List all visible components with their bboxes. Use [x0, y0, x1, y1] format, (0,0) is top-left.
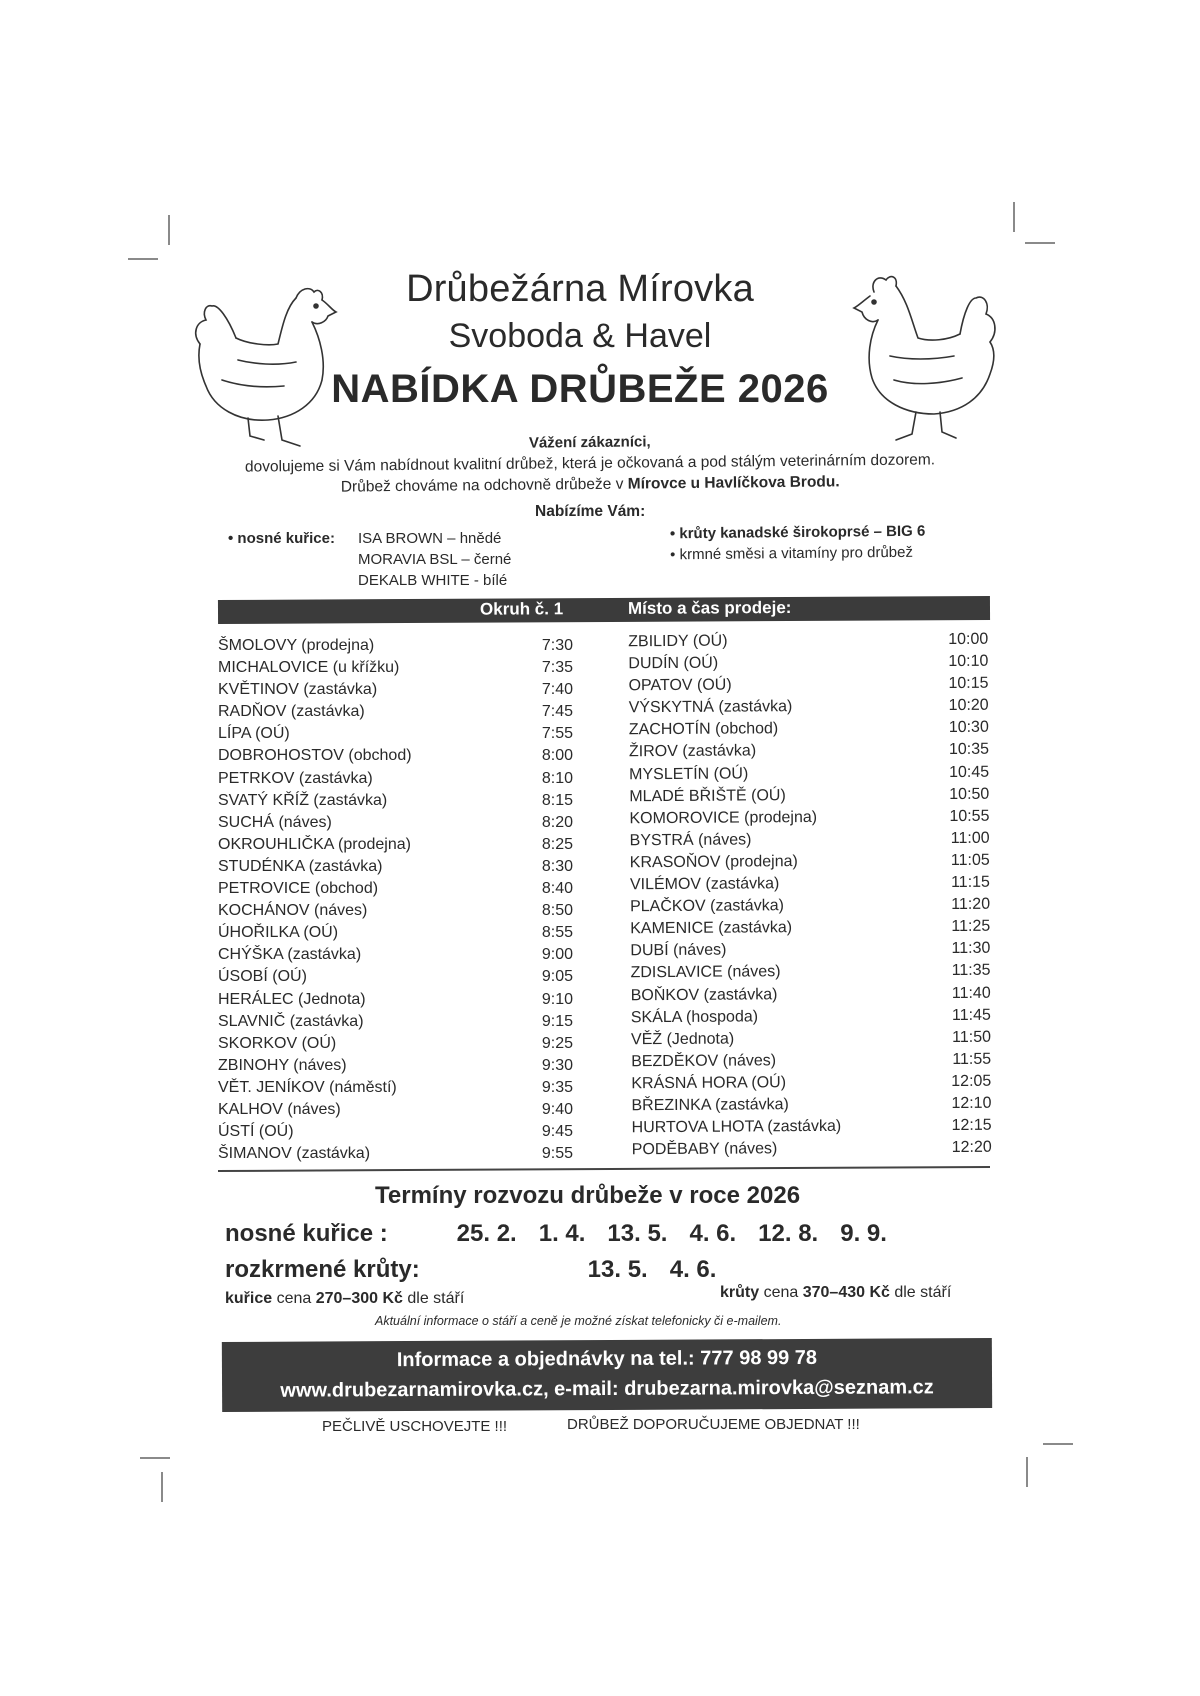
turkeys-delivery-row	[225, 1256, 738, 1284]
stop-time: 10:50	[949, 785, 990, 803]
stop-time: 8:10	[541, 769, 573, 787]
hens-price	[225, 1290, 464, 1308]
stop-time: 10:10	[948, 652, 989, 671]
crop-mark-bottom-right-h	[1043, 1443, 1073, 1445]
schedule-row	[630, 872, 990, 897]
schedule-row	[630, 960, 990, 985]
schedule-row	[218, 1121, 573, 1143]
schedule-row	[218, 834, 573, 856]
stop-place: ZBILIDY (OÚ)	[628, 632, 728, 651]
offer-title: Nabízíme Vám:	[535, 503, 646, 520]
stop-time: 11:40	[951, 984, 991, 1002]
schedule-row	[218, 701, 573, 723]
stop-place: ZACHOTÍN (obchod)	[628, 720, 779, 739]
stop-place: SUCHÁ (náves)	[218, 813, 332, 831]
schedule-row	[218, 1055, 573, 1077]
crop-mark-bottom-right-v	[1026, 1457, 1028, 1487]
stop-place: PLAČKOV (zastávka)	[630, 897, 784, 916]
schedule-row	[631, 1004, 991, 1029]
stop-place: LÍPA (OÚ)	[218, 725, 290, 743]
schedule-row	[632, 1115, 992, 1140]
crop-mark-top-left-h	[128, 258, 158, 260]
turkeys-offer: • krůty kanadské širokoprsé – BIG 6	[669, 522, 926, 543]
stop-time: 10:30	[948, 719, 989, 737]
schedule-row	[218, 1099, 573, 1121]
stop-time: 8:55	[541, 924, 573, 942]
stop-place: VÝSKYTNÁ (zastávka)	[628, 698, 793, 717]
turkeys-price	[720, 1284, 951, 1302]
schedule-row	[629, 739, 989, 764]
hens-delivery-label: nosné kuřice :	[225, 1220, 388, 1247]
schedule-row	[631, 1071, 991, 1096]
stop-time: 11:35	[951, 962, 991, 980]
stop-time: 11:45	[951, 1006, 991, 1024]
schedule-left-column	[218, 635, 573, 1165]
stop-place: STUDÉNKA (zastávka)	[218, 857, 383, 875]
intro-line-2-prefix: Drůbež chováme na odchovně drůbeže v	[340, 475, 628, 496]
price-suffix: dle stáří	[402, 1290, 465, 1307]
stop-place: ZDISLAVICE (náves)	[630, 963, 781, 982]
turkeys-price-label: krůty	[720, 1284, 760, 1301]
schedule-row	[628, 673, 988, 698]
schedule-row	[629, 805, 989, 830]
stop-time: 7:40	[541, 681, 573, 699]
stop-time: 11:05	[950, 851, 990, 869]
keep-notice: PEČLIVĚ USCHOVEJTE !!!	[322, 1418, 508, 1435]
stop-time: 12:10	[951, 1094, 992, 1112]
schedule-row	[218, 1077, 573, 1099]
stop-place: ŠIMANOV (zastávka)	[218, 1145, 371, 1163]
stop-time: 11:00	[950, 829, 990, 847]
hens-label: • nosné kuřice:	[228, 530, 335, 547]
schedule-row	[629, 695, 989, 720]
delivery-date: 4. 6.	[689, 1220, 737, 1247]
stop-place: BOŇKOV (zastávka)	[630, 985, 778, 1004]
schedule-row	[218, 966, 573, 988]
stop-time: 11:25	[951, 917, 991, 936]
company-name: Drůbežárna Mírovka	[406, 268, 754, 310]
delivery-date: 1. 4.	[538, 1220, 586, 1247]
title-block	[300, 265, 860, 415]
stop-place: ÚSOBÍ (OÚ)	[218, 968, 307, 986]
schedule-row	[218, 856, 573, 878]
crop-mark-bottom-left-h	[140, 1457, 170, 1459]
stop-time: 9:30	[541, 1056, 573, 1074]
intro-text	[190, 428, 991, 499]
stop-time: 11:50	[952, 1028, 992, 1046]
stop-time: 11:15	[950, 873, 990, 892]
stop-time: 9:45	[541, 1123, 573, 1141]
stop-time: 8:30	[541, 857, 573, 875]
crop-mark-bottom-left-v	[161, 1472, 163, 1502]
owners-name: Svoboda & Havel	[448, 317, 712, 355]
schedule-row	[629, 783, 989, 808]
stop-time: 7:30	[541, 637, 573, 654]
stop-time: 8:25	[541, 835, 573, 853]
stop-time: 10:45	[949, 763, 990, 781]
route-label: Okruh č. 1	[479, 599, 564, 619]
stop-place: CHÝŠKA (zastávka)	[218, 946, 362, 964]
crop-mark-top-right-v	[1013, 202, 1015, 232]
phone-contact: Informace a objednávky na tel.: 777 98 99 78	[396, 1346, 818, 1372]
delivery-title: Termíny rozvozu drůbeže v roce 2026	[375, 1182, 801, 1209]
order-notice: DRŮBEŽ DOPORUČUJEME OBJEDNAT !!!	[567, 1416, 860, 1433]
stop-place: DUDÍN (OÚ)	[628, 654, 719, 673]
web-email-contact: www.drubezarnamirovka.cz, e-mail: drubezarna.mirovka@seznam.cz	[280, 1376, 934, 1402]
stop-place: PETROVICE (obchod)	[218, 880, 379, 898]
schedule-row	[631, 1049, 991, 1074]
delivery-date: 12. 8.	[758, 1220, 819, 1247]
stop-time: 9:10	[541, 990, 573, 1008]
stop-time: 10:55	[949, 807, 990, 825]
stop-place: MYSLETÍN (OÚ)	[629, 764, 749, 783]
schedule-row	[218, 878, 573, 900]
schedule-row	[218, 790, 573, 812]
stop-place: VILÉMOV (zastávka)	[629, 875, 780, 894]
breed-item: ISA BROWN – hnědé	[358, 530, 502, 547]
place-time-label: Místo a čas prodeje:	[627, 598, 792, 618]
turkeys-delivery-dates	[588, 1256, 739, 1283]
stop-place: KVĚTINOV (zastávka)	[218, 681, 378, 699]
stop-time: 8:00	[541, 747, 573, 765]
stop-time: 8:15	[541, 791, 573, 809]
schedule-row	[218, 679, 573, 701]
schedule-row	[218, 745, 573, 767]
schedule-row	[631, 982, 991, 1007]
schedule-row	[218, 1011, 573, 1033]
hens-delivery-row	[225, 1220, 909, 1248]
stop-time: 12:15	[951, 1116, 992, 1135]
stop-time: 8:20	[541, 813, 573, 831]
feed-offer: • krmné směsi a vitamíny pro drůbež	[670, 543, 914, 564]
schedule-row	[218, 657, 573, 679]
schedule-row	[628, 629, 988, 654]
stop-place: ÚHOŘILKA (OÚ)	[218, 924, 339, 942]
intro-line-1: dovolujeme si Vám nabídnout kvalitní drůbež, která je očkovaná a pod stálým veterinárním dozorem.	[244, 451, 936, 476]
turkeys-delivery-label: rozkrmené krůty:	[225, 1256, 420, 1283]
stop-time: 8:50	[541, 902, 573, 920]
stop-time: 9:25	[541, 1034, 573, 1052]
stop-time: 9:00	[541, 946, 573, 964]
divider-line	[218, 1166, 990, 1172]
stop-place: OPATOV (OÚ)	[628, 676, 732, 695]
crop-mark-top-right-h	[1025, 242, 1055, 244]
stop-place: ŽIROV (zastávka)	[628, 742, 757, 761]
stop-time: 7:45	[541, 703, 573, 721]
schedule-row	[631, 1093, 991, 1118]
stop-time: 10:15	[948, 674, 989, 693]
stop-place: BYSTRÁ (náves)	[629, 831, 752, 850]
schedule-row	[218, 1033, 573, 1055]
delivery-date: 13. 5.	[587, 1256, 648, 1283]
stop-time: 8:40	[541, 880, 573, 898]
schedule-row	[218, 768, 573, 790]
hens-breeds	[358, 528, 511, 591]
stop-time: 11:20	[951, 895, 991, 914]
stop-place: KALHOV (náves)	[218, 1100, 341, 1118]
price-suffix: dle stáří	[889, 1284, 952, 1301]
schedule-row	[630, 916, 990, 941]
stop-time: 9:55	[541, 1145, 573, 1163]
stop-time: 9:15	[541, 1012, 573, 1030]
stop-place: ÚSTÍ (OÚ)	[218, 1123, 294, 1141]
greeting: Vážení zákazníci,	[528, 433, 651, 452]
turkeys-price-value: 370–430 Kč	[802, 1284, 890, 1301]
stop-time: 7:55	[541, 725, 573, 743]
farm-location: Mírovce u Havlíčkova Brodu.	[627, 473, 840, 493]
stop-place: MLADÉ BŘIŠTĚ (OÚ)	[629, 786, 786, 805]
schedule-row	[630, 938, 990, 963]
schedule-row	[218, 723, 573, 745]
schedule-row	[218, 900, 573, 922]
stop-place: OKROUHLIČKA (prodejna)	[218, 835, 411, 853]
schedule-row	[630, 850, 990, 875]
hens-price-label: kuřice	[225, 1290, 273, 1307]
stop-place: SKORKOV (OÚ)	[218, 1034, 337, 1052]
stop-time: 9:40	[541, 1100, 573, 1118]
stop-place: SKÁLA (hospoda)	[630, 1007, 759, 1026]
delivery-date: 25. 2.	[456, 1220, 517, 1247]
stop-place: KOMOROVICE (prodejna)	[629, 808, 818, 828]
contact-bar	[222, 1338, 992, 1412]
stop-place: PETRKOV (zastávka)	[218, 769, 373, 787]
price-note: Aktuální informace o stáří a ceně je možné získat telefonicky či e-mailem.	[375, 1314, 782, 1328]
schedule-row	[218, 635, 573, 657]
stop-place: PODĚBABY (náves)	[631, 1140, 778, 1159]
stop-place: BEZDĚKOV (náves)	[631, 1052, 777, 1071]
delivery-date: 9. 9.	[840, 1220, 887, 1247]
schedule-row	[218, 812, 573, 834]
stop-time: 9:35	[541, 1078, 573, 1096]
offer-other	[670, 521, 926, 566]
breed-item: MORAVIA BSL – černé	[358, 551, 512, 568]
price-word: cena	[272, 1290, 316, 1307]
schedule-row	[632, 1137, 992, 1162]
stop-time: 11:30	[951, 940, 991, 958]
stop-place: HURTOVA LHOTA (zastávka)	[631, 1117, 842, 1137]
stop-time: 11:55	[952, 1050, 992, 1068]
schedule-right-column	[628, 629, 992, 1162]
delivery-date: 4. 6.	[669, 1256, 717, 1283]
stop-place: ŠMOLOVY (prodejna)	[218, 637, 375, 654]
schedule-row	[630, 828, 990, 853]
breed-item: DEKALB WHITE - bílé	[358, 572, 508, 589]
stop-time: 10:20	[948, 697, 989, 715]
stop-place: VĚT. JENÍKOV (náměstí)	[218, 1078, 397, 1096]
schedule-row	[218, 944, 573, 966]
stop-time: 9:05	[541, 968, 573, 986]
delivery-date: 13. 5.	[607, 1220, 668, 1247]
stop-place: HERÁLEC (Jednota)	[218, 990, 366, 1008]
crop-mark-top-left-v	[168, 215, 170, 245]
schedule-row	[218, 989, 573, 1011]
schedule-row	[218, 922, 573, 944]
schedule-row	[629, 717, 989, 742]
schedule-row	[629, 761, 989, 786]
stop-time: 10:00	[948, 630, 989, 649]
hens-price-value: 270–300 Kč	[315, 1290, 403, 1307]
stop-time: 10:35	[948, 741, 990, 759]
price-word: cena	[759, 1284, 803, 1301]
schedule-row	[631, 1026, 991, 1051]
stop-place: KRÁSNÁ HORA (OÚ)	[631, 1074, 787, 1093]
stop-place: MICHALOVICE (u křížku)	[218, 659, 400, 677]
stop-time: 12:20	[951, 1138, 992, 1157]
stop-place: VĚŽ (Jednota)	[630, 1030, 735, 1048]
stop-place: BŘEZINKA (zastávka)	[631, 1096, 789, 1115]
stop-place: RADŇOV (zastávka)	[218, 703, 365, 721]
stop-time: 12:05	[951, 1072, 992, 1090]
stop-place: DOBROHOSTOV (obchod)	[218, 747, 412, 765]
stop-place: SVATÝ KŘÍŽ (zastávka)	[218, 791, 388, 809]
chicken-right-illustration	[850, 262, 1000, 447]
stop-time: 7:35	[541, 659, 573, 677]
stop-place: KOCHÁNOV (náves)	[218, 902, 368, 920]
stop-place: KAMENICE (zastávka)	[630, 919, 793, 938]
offer-hens	[228, 528, 511, 591]
stop-place: ZBINOHY (náves)	[218, 1056, 347, 1074]
stop-place: KRASOŇOV (prodejna)	[629, 853, 798, 872]
route-header-bar	[218, 596, 990, 624]
stop-place: DUBÍ (náves)	[630, 941, 727, 960]
page-title: NABÍDKA DRŮBEŽE 2026	[331, 367, 829, 411]
hens-delivery-dates	[457, 1220, 909, 1247]
stop-place: SLAVNIČ (zastávka)	[218, 1012, 364, 1030]
schedule-row	[218, 1143, 573, 1165]
schedule-row	[628, 651, 988, 676]
schedule-row	[630, 894, 990, 919]
